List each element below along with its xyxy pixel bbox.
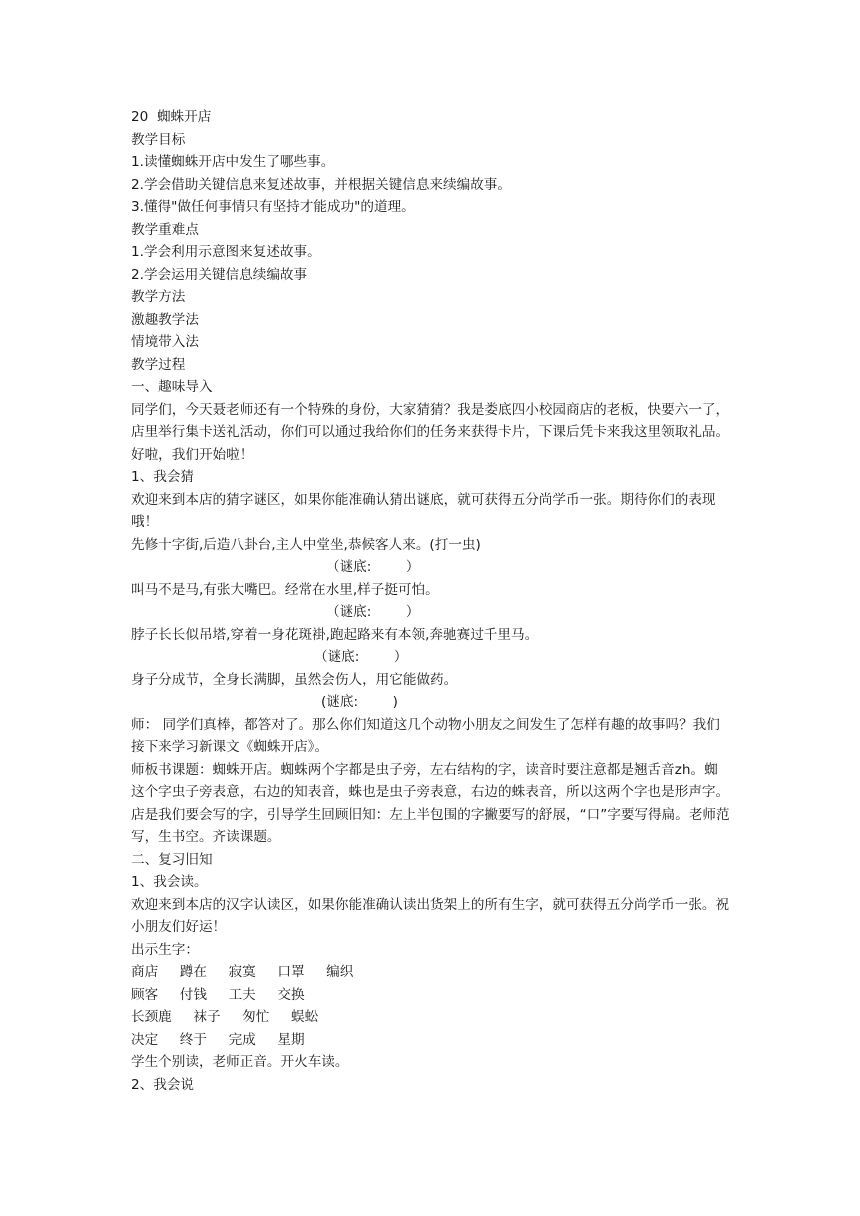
subsection-heading: 2、我会说 xyxy=(131,1076,195,1093)
paragraph: 出示生字： xyxy=(131,941,199,958)
paragraph: 同学们，今天聂老师还有一个特殊的身份，大家猜猜？我是娄底四小校园商店的老板，快要六一了，店里举行集卡送礼活动，你们可以通过我给你们的任务来获得卡片，下课后凭卡来我这里领取礼品。好啦，我们开始啦！ xyxy=(131,401,730,463)
list-item: 2.学会借助关键信息来复述故事，并根据关键信息来续编故事。 xyxy=(131,176,511,193)
paragraph: 学生个别读，老师正音。开火车读。 xyxy=(131,1054,349,1070)
word-list-row: 决定 终于 完成 星期 xyxy=(131,1031,305,1048)
riddle-text: 脖子长长似吊塔,穿着一身花斑褂,跑起路来有本领,奔驰赛过千里马。 xyxy=(131,626,539,643)
list-item: 3.懂得"做任何事情只有坚持才能成功"的道理。 xyxy=(131,199,415,215)
list-item: 情境带入法 xyxy=(131,334,199,350)
riddle-text: 叫马不是马,有张大嘴巴。经常在水里,样子挺可怕。 xyxy=(131,581,439,598)
riddle-text: 先修十字街,后造八卦台,主人中堂坐,恭候客人来。(打一虫) xyxy=(131,536,481,553)
subsection-heading: 一、趣味导入 xyxy=(131,379,213,395)
word-list-row: 顾客 付钱 工夫 交换 xyxy=(131,986,305,1003)
paragraph: 师板书课题：蜘蛛开店。蜘蛛两个字都是虫子旁，左右结构的字，读音时要注意都是翘舌音zh。蜘这个字虫子旁表意，右边的知表音，蛛也是虫子旁表意，右边的蛛表音，所以这两个字也是形声字。店是我们要会写的字，引导学生回顾旧知：左上半包围的字撇要写的舒展，“口”字要写得扁。老师范写，生书空。齐读课题。 xyxy=(131,761,730,845)
section-heading: 教学目标 xyxy=(131,131,186,148)
riddle-answer: （谜底: ） xyxy=(326,604,420,620)
word-list-row: 商店 蹲在 寂寞 口罩 编织 xyxy=(131,964,354,980)
paragraph: 师： 同学们真棒，都答对了。那么你们知道这几个动物小朋友之间发生了怎样有趣的故事吗？我们接下来学习新课文《蜘蛛开店》。 xyxy=(131,716,720,755)
subsection-heading: 二、复习旧知 xyxy=(131,851,213,868)
section-heading: 教学过程 xyxy=(131,356,186,373)
riddle-answer: （谜底: ） xyxy=(326,559,420,575)
list-item: 1.读懂蜘蛛开店中发生了哪些事。 xyxy=(131,154,335,170)
paragraph: 欢迎来到本店的汉字认读区，如果你能准确认读出货架上的所有生字，就可获得五分尚学币一张。祝小朋友们好运！ xyxy=(131,896,730,935)
subsection-heading: 1、我会猜 xyxy=(131,469,195,485)
document-body xyxy=(131,106,731,1096)
list-item: 2.学会运用关键信息续编故事 xyxy=(131,266,308,283)
list-item: 1.学会利用示意图来复述故事。 xyxy=(131,244,321,260)
word-list-row: 长颈鹿 袜子 匆忙 蜈蚣 xyxy=(131,1009,319,1025)
riddle-answer: (谜底: ) xyxy=(321,694,398,710)
list-item: 激趣教学法 xyxy=(131,311,199,328)
section-heading: 教学重难点 xyxy=(131,221,199,238)
riddle-text: 身子分成节，全身长满脚，虽然会伤人，用它能做药。 xyxy=(131,671,458,688)
section-heading: 教学方法 xyxy=(131,289,186,305)
paragraph: 欢迎来到本店的猜字谜区，如果你能准确认猜出谜底，就可获得五分尚学币一张。期待你们的表现哦！ xyxy=(131,491,716,530)
subsection-heading: 1、我会读。 xyxy=(131,874,208,890)
riddle-answer: （谜底: ） xyxy=(314,649,408,665)
lesson-title: 20 蜘蛛开店 xyxy=(131,109,212,125)
